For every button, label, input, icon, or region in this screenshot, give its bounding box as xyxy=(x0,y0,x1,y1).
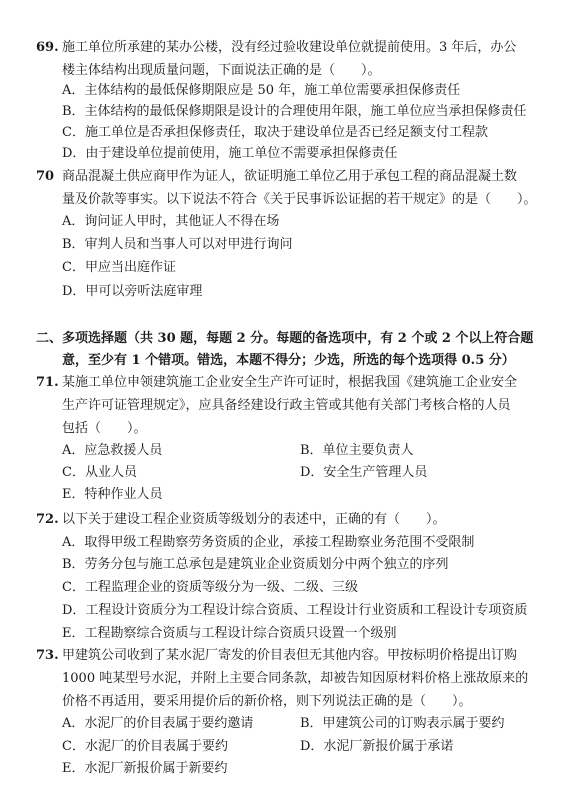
question-text: 楼主体结构出现质量问题，下面说法正确的是（ ）。 xyxy=(62,63,381,78)
option-72-d: D．工程设计资质分为工程设计综合资质、工程设计行业资质和工程设计专项资质 xyxy=(62,603,528,618)
option-73-e: E．水泥厂新报价属于新要约 xyxy=(62,761,228,776)
question-70-line-2 xyxy=(0,190,575,210)
question-text: 以下关于建设工程企业资质等级划分的表述中，正确的有（ ）。 xyxy=(62,512,446,527)
question-71-line-2 xyxy=(0,396,575,416)
option-71-c: C．从业人员 xyxy=(62,465,137,480)
option-70-a: A．询问证人甲时，其他证人不得在场 xyxy=(62,214,280,229)
section-heading-line-2: 意，至少有 1 个错项。错选，本题不得分；少选，所选的每个选项得 0.5 分） xyxy=(62,353,515,368)
question-number: 70 xyxy=(36,169,55,184)
question-70-line-1 xyxy=(0,167,575,187)
option-70-c: C．甲应当出庭作证 xyxy=(62,260,176,275)
question-number: 72. xyxy=(36,512,59,527)
question-text: 商品混凝土供应商甲作为证人，欲证明施工单位乙用于承包工程的商品混凝土数 xyxy=(62,169,518,184)
option-72-b: B．劳务分包与施工总承包是建筑业企业资质划分中两个独立的序列 xyxy=(62,557,449,572)
option-69-c: C．施工单位是否承担保修责任，取决于建设单位是否已经足额支付工程款 xyxy=(62,125,488,140)
question-text: 某施工单位申领建筑施工企业安全生产许可证时，根据我国《建筑施工企业安全 xyxy=(62,375,518,390)
option-69-d: D．由于建设单位提前使用，施工单位不需要承担保修责任 xyxy=(62,146,398,161)
question-text: 包括（ ）。 xyxy=(62,421,147,436)
option-69-a: A．主体结构的最低保修期限应是 50 年，施工单位需要承担保修责任 xyxy=(62,83,461,98)
question-text: 量及价款等事实。以下说法不符合《关于民事诉讼证据的若干规定》的是（ ）。 xyxy=(62,192,537,207)
option-72-a: A．取得甲级工程勘察劳务资质的企业，承接工程勘察业务范围不受限制 xyxy=(62,535,475,550)
option-71-a: A．应急救援人员 xyxy=(62,443,163,458)
option-72-e: E．工程勘察综合资质与工程设计综合资质只设置一个级别 xyxy=(62,626,397,641)
question-text: 施工单位所承建的某办公楼，没有经过验收建设单位就提前使用。3 年后，办公 xyxy=(62,40,517,55)
option-71-d: D．安全生产管理人员 xyxy=(300,465,428,480)
question-number: 69. xyxy=(36,40,59,55)
section-heading xyxy=(0,329,575,349)
question-text: 1000 吨某型号水泥，并附上主要合同条款，却被告知因原材料价格上涨故原来的 xyxy=(62,671,529,686)
question-73-line-3 xyxy=(0,692,575,712)
question-number: 71. xyxy=(36,375,59,390)
option-72-c: C．工程监理企业的资质等级分为一级、二级、三级 xyxy=(62,580,358,595)
question-text: 生产许可证管理规定》，应具备经建设行政主管或其他有关部门考核合格的人员 xyxy=(62,398,511,413)
option-71-e: E．特种作业人员 xyxy=(62,487,163,502)
option-73-d: D．水泥厂新报价属于承诺 xyxy=(300,739,454,754)
question-69-line-2 xyxy=(0,61,575,81)
question-73-line-2 xyxy=(0,669,575,689)
option-69-b: B．主体结构的最低保修期限是设计的合理使用年限，施工单位应当承担保修责任 xyxy=(62,104,527,119)
question-71-line-3 xyxy=(0,419,575,439)
section-heading xyxy=(0,351,575,371)
option-70-b: B．审判人员和当事人可以对甲进行询问 xyxy=(62,237,293,252)
question-71-line-1 xyxy=(0,373,575,393)
question-73-line-1 xyxy=(0,646,575,666)
option-71-b: B．单位主要负责人 xyxy=(300,443,414,458)
question-number: 73. xyxy=(36,648,59,663)
question-text: 甲建筑公司收到了某水泥厂寄发的价目表但无其他内容。甲按标明价格提出订购 xyxy=(62,648,518,663)
option-73-b: B．甲建筑公司的订购表示属于要约 xyxy=(300,716,505,731)
section-heading-line-1: 二、多项选择题（共 30 题，每题 2 分。每题的备选项中，有 2 个或 2 个以上符合题 xyxy=(36,331,534,346)
question-text: 价格不再适用，要采用提价后的新价格，则下列说法正确的是（ ）。 xyxy=(62,694,472,709)
option-70-d: D．甲可以旁听法庭审理 xyxy=(62,284,203,299)
option-73-c: C．水泥厂的价目表属于要约 xyxy=(62,739,228,754)
option-73-a: A．水泥厂的价目表属于要约邀请 xyxy=(62,716,254,731)
question-72-line-1 xyxy=(0,510,575,530)
question-69-line-1 xyxy=(0,38,575,58)
